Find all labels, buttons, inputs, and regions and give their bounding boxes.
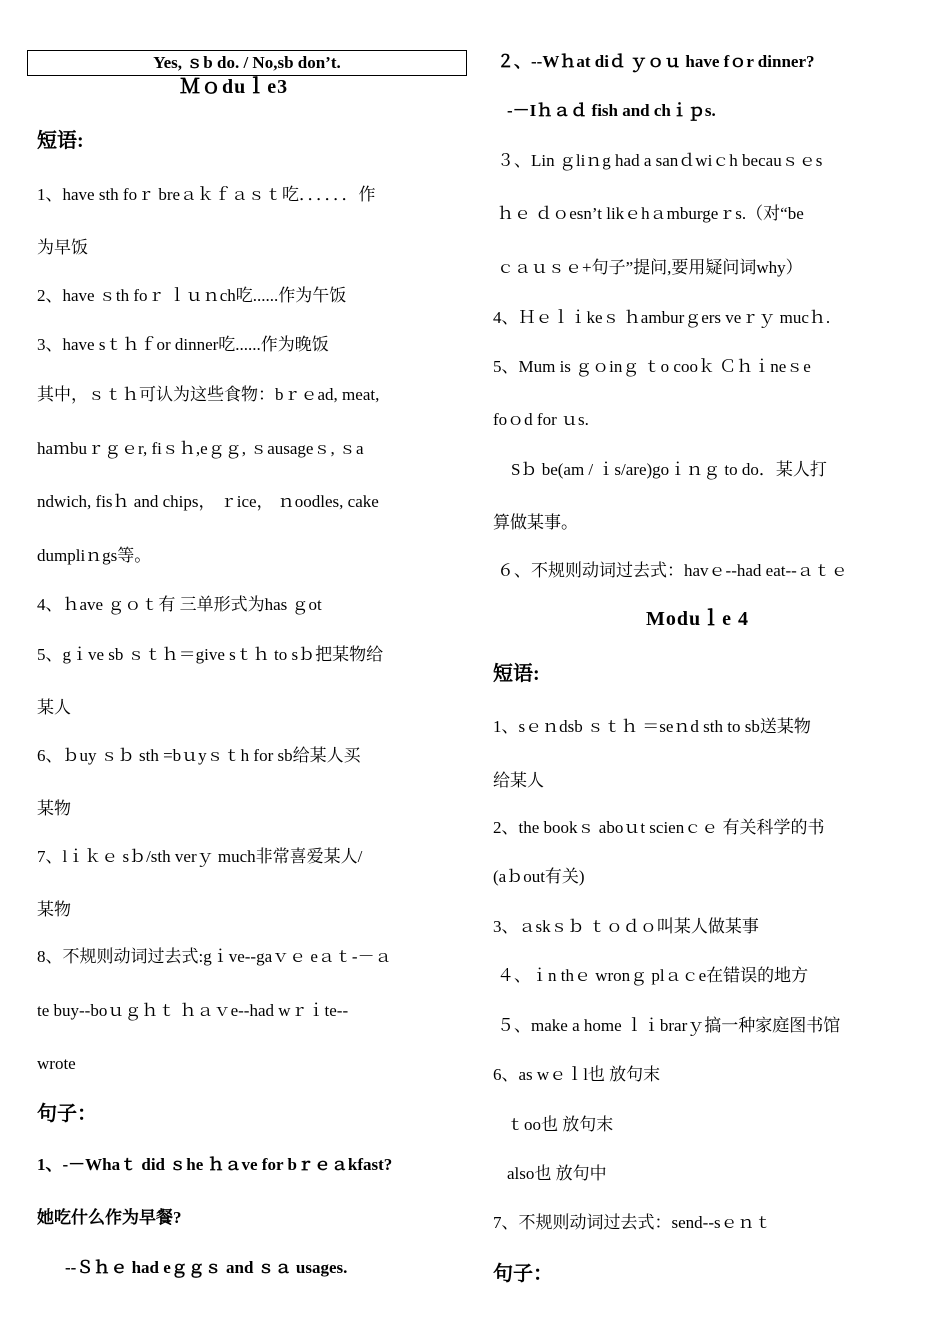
sentence-line: 4、Ｈｅｌｉkeｓ ｈamburｇers veｒｙ mucｈ.: [493, 308, 831, 327]
sentence-line: 算做某事。: [493, 513, 578, 532]
module-4-title: Moduｌe 4: [646, 608, 749, 630]
phrase-line: also也 放句中: [507, 1164, 607, 1183]
phrase-line: 2、have ｓth foｒ ｌｕｎch吃......作为午饭: [37, 286, 347, 305]
phrase-line: 其中，ｓｔｈ可认为这些食物：bｒｅad, meat,: [37, 385, 380, 404]
sentence-translation: 她吃什么作为早餐?: [37, 1208, 182, 1227]
phrase-line: 7、不规则动词过去式：send--sｅｎｔ: [493, 1213, 772, 1232]
sentence-line: ６、不规则动词过去式：havｅ--had eat--ａｔｅ: [497, 561, 848, 580]
sentence-line: -－Iｈａｄ fish and chｉｐs.: [507, 101, 716, 120]
phrase-line: 给某人: [493, 771, 544, 790]
module-4-phrases-heading: 短语:: [493, 663, 540, 685]
sentence-line: ｃａｕｓｅ+句子”提问,要用疑问词why）: [497, 258, 803, 277]
phrase-line: 6、ｂuy ｓｂ sth =bｕyｓｔh for sb给某人买: [37, 746, 361, 765]
phrase-line: ｔoo也 放句末: [507, 1115, 614, 1134]
sentence-line: Sｂ be(am / ｉs/are)goｉｎｇ to do．某人打: [511, 460, 827, 479]
phrase-line: te buy--boｕｇｈｔ ｈａｖe--had wｒｉte--: [37, 1001, 349, 1020]
module-3-phrases-heading: 短语:: [37, 130, 84, 152]
phrase-line: 为早饭: [37, 238, 88, 257]
phrase-line: ５、make a home ｌｉbrarｙ搞一种家庭图书馆: [497, 1016, 841, 1035]
phrase-line: 某物: [37, 799, 71, 818]
sentence-line: ２、--Wｈat diｄ ｙｏｕ have fｏr dinner?: [497, 52, 815, 71]
phrase-line: 2、the bookｓ aboｕt scienｃｅ 有关科学的书: [493, 818, 825, 837]
sentence-line: ３、Lin ｇliｎg had a sanｄwiｃh becauｓｅs: [497, 151, 823, 170]
phrase-line: ４、ｉn thｅ wronｇ plａｃe在错误的地方: [497, 966, 809, 985]
sentence-line: ｈｅ ｄｏesn’t likｅhａmburgeｒs.（对“be: [497, 204, 804, 223]
phrase-line: 3、ａskｓｂ ｔｏｄｏ叫某人做某事: [493, 917, 759, 936]
phrase-line: 1、sｅｎdsb ｓｔｈ ＝seｎd sth to sb送某物: [493, 717, 811, 736]
phrase-line: 3、have sｔｈｆor dinner吃......作为晚饭: [37, 335, 329, 354]
phrase-line: 某人: [37, 698, 71, 717]
phrase-line: 6、as wｅｌl也 放句末: [493, 1065, 661, 1084]
sentence-question: 1、-－Whaｔ did ｓhe ｈａve for bｒｅａkfast?: [37, 1155, 393, 1174]
module-3-title: Ｍｏduｌe3: [180, 76, 289, 98]
phrase-line: 1、have sth foｒ breａｋｆａｓｔ吃．．．．．．作: [37, 185, 376, 204]
phrase-line: 5、gｉve sb ｓｔｈ＝give sｔｈ to sｂ把某物给: [37, 645, 384, 664]
phrase-line: ndwich, fisｈ and chips， ｒice， ｎoodles, cake: [37, 492, 379, 511]
sentence-answer: --Ｓｈｅ had eｇｇｓ and ｓａ usages.: [65, 1258, 348, 1277]
module-4-sentences-heading: 句子：: [493, 1263, 553, 1285]
phrase-line: 8、不规则动词过去式:gｉve--gaｖｅ eａｔ-－ａ: [37, 947, 392, 966]
sentence-line: 5、Mum is ｇｏinｇ ｔo cooｋ Ｃｈｉneｓe: [493, 357, 811, 376]
module-3-sentences-heading: 句子：: [37, 1103, 97, 1125]
phrase-line: 4、ｈave ｇｏｔ有 三单形式为has ｇot: [37, 595, 322, 614]
phrase-line: wrote: [37, 1054, 76, 1073]
phrase-line: haｍbuｒｇｅr, fiｓｈ,eｇｇ, ｓausageｓ, ｓa: [37, 439, 364, 458]
phrase-line: 7、lｉｋｅ sｂ/sth verｙ much非常喜爱某人/: [37, 847, 363, 866]
phrase-line: dumpliｎgs等。: [37, 546, 152, 565]
phrase-line: (aｂout有关): [493, 867, 585, 886]
boxed-answer-pattern: Yes, ｓb do. / No,sb don’t.: [27, 50, 467, 76]
phrase-line: 某物: [37, 900, 71, 919]
sentence-line: foｏd for ｕs.: [493, 410, 589, 429]
